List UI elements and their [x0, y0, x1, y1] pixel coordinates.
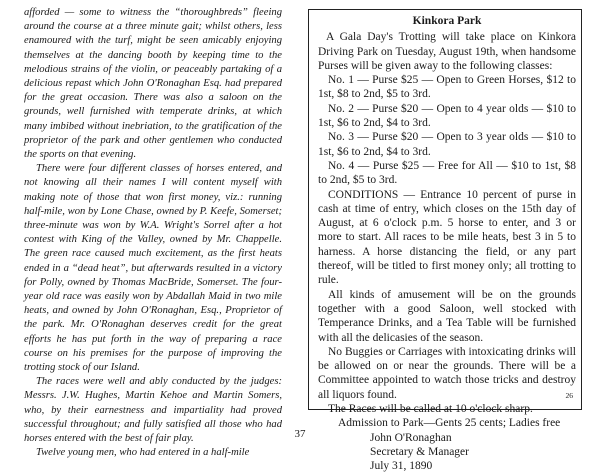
left-page-text: [24, 6, 282, 461]
page-number: 37: [294, 428, 306, 440]
notice-amusement: All kinds of amusement will be on the grounds together with a good Saloon, well stocked with Temperance Drinks, and a Tea Table will be furnished with all the delicasies of the season.: [318, 288, 576, 344]
paragraph: There were four different classes of horses entered, and not knowing all their names I will content myself with making note of those that won first money, viz.: running half-mile, won by Lone Chase, owned by P. Keefe, Somerset; three-minute was won by W.A. Wright's Sorrel after a hot contest with King of the Valley, owned by Mr. Chappelle. The green race caused much excitement, as the first heats ended in a “dead heat”, but afterwards resulted in a victory for Polly, owned by Thomas MacBride, Somerset. The four-year old race was easily won by Abdallah Maid in two mile heats, and owned by John O'Ronaghan, Esq., Proprietor of the park. Mr. O'Ronaghan deserves credit for the great efforts he has put forth in the way of preparing a race course on his premises for the purpose of improving the trotting stock of our Island.: [24, 163, 282, 374]
notice-class-2: No. 2 — Purse $20 — Open to 4 year olds — $10 to 1st, $6 to 2nd, $4 to 3rd.: [318, 102, 576, 130]
notice-races-time: The Races will be called at 10 o'clock sharp.: [328, 403, 533, 416]
signature-name: John O'Ronaghan: [370, 431, 452, 444]
paragraph: afforded — some to witness the “thoroughbreds” fleeing around the course at a three minute gait; whilst others, less enamoured with the turf, might be seen amicably enjoying themselves at the dancing booth by keeping time to the melodious strains of the violin, or peaceably partaking of a delicious repast which John O'Ronaghan Esq. had prepared for the great occasion. There was also a saloon on the grounds, well furnished with temperate drinks, at which many imbibed without inebriation, to the gratification of the proprietor of the park and other gentlemen who conducted the sports on that evening.: [24, 7, 282, 161]
notice-class-3: No. 3 — Purse $20 — Open to 3 year olds — $10 to 1st, $6 to 2nd, $4 to 3rd.: [318, 131, 576, 158]
paragraph: The races were well and ably conducted by the judges: Messrs. J.W. Hughes, Martin Kehoe and Martin Somers, who, by their earnestness and impartiality had proved successful throughout; and fully satisfied all those who had horses entered with the best of fair play.: [24, 376, 282, 445]
notice-admission: Admission to Park—Gents 25 cents; Ladies free: [338, 417, 561, 430]
signature-role: Secretary & Manager: [370, 445, 469, 458]
notice-class-4: No. 4 — Purse $25 — Free for All — $10 to 1st, $8 to 2nd, $5 to 3rd.: [318, 159, 576, 187]
notice-class-1: No. 1 — Purse $25 — Open to Green Horses, $12 to 1st, $8 to 2nd, $5 to 3rd.: [318, 74, 576, 101]
notice-paragraph: A Gala Day's Trotting will take place on Kinkora Driving Park on Tuesday, August 19th, when handsome Purses will be given away to the following classes:: [318, 31, 576, 72]
kinkora-park-notice: [308, 9, 582, 473]
paragraph: Twelve young men, who had entered in a half-mile: [36, 447, 250, 459]
notice-title: Kinkora Park: [412, 15, 482, 27]
notice-conditions: CONDITIONS — Entrance 10 percent of purse in cash at time of entry, which closes on the 15th day of August, at 6 o'clock p.m. 5 horse to enter, and 3 or more to start. All races to be mile heats, best 3 in 5 to harness. A horse distancing the field, or any part thereof, will be titled to first money only; all trotting to rule.: [318, 188, 576, 287]
notice-no-buggies: No Buggies or Carriages with intoxicating drinks will be allowed on or near the grounds. There will be a Committee appointed to watch those tricks and destroy all liquors found.: [318, 345, 576, 401]
signature-date: July 31, 1890: [370, 460, 433, 473]
footnote-number: 26: [565, 390, 573, 400]
